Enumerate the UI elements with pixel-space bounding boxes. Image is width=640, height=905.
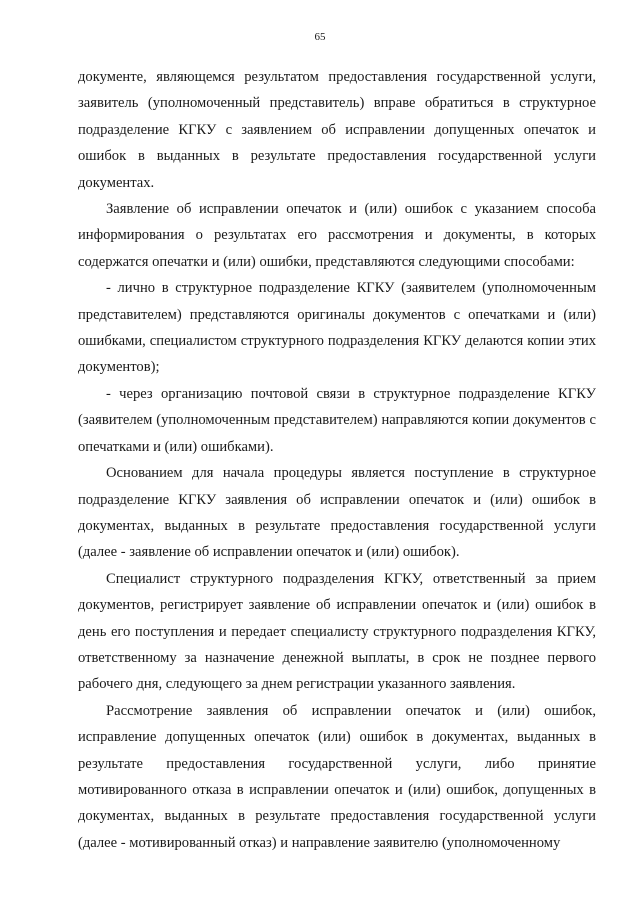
paragraph-grounds: Основанием для начала процедуры является поступление в структурное подразделение КГКУ заявления об исправлении опечаток и (или) ошибок в документах, выданных в результате предоставления государственной услуги (далее - заявление об исправлении опечаток и (или) ошибок). — [78, 465, 596, 561]
paragraph-application-methods: Заявление об исправлении опечаток и (или) ошибок с указанием способа информирования о результатах его рассмотрения и документы, в которых содержатся опечатки и (или) ошибки, представляются следующими способами: — [78, 201, 596, 270]
page-number: 65 — [314, 31, 326, 43]
list-item-in-person: - лично в структурное подразделение КГКУ (заявителем (уполномоченным представителем) представляются оригиналы документов с опечатками и (или) ошибками, специалистом структурного подразделения КГКУ делаются копии этих документов); — [78, 280, 596, 376]
paragraph-consideration: Рассмотрение заявления об исправлении опечаток и (или) ошибок, исправление допущенных опечаток (или) ошибок в документах, выданных в результате предоставления государственной услуги, либо принятие мотивированного отказа в исправлении опечаток и (или) ошибок, допущенных в документах, выданных в результате предоставления государственной услуги (далее - мотивированный отказ) и направление заявителю (уполномоченному — [78, 702, 596, 851]
paragraph-registration: Специалист структурного подразделения КГКУ, ответственный за прием документов, регистрирует заявление об исправлении опечаток и (или) ошибок в день его поступления и передает специалисту структурного подразделения КГКУ, ответственному за назначение денежной выплаты, в срок не позднее первого рабочего дня, следующего за днем регистрации указанного заявления. — [78, 570, 596, 693]
list-item-by-post: - через организацию почтовой связи в структурное подразделение КГКУ (заявителем (уполномоченным представителем) направляются копии документов с опечатками и (или) ошибками). — [78, 385, 596, 455]
document-body — [78, 64, 596, 856]
paragraph-continuation: документе, являющемся результатом предоставления государственной услуги, заявитель (уполномоченный представитель) вправе обратиться в структурное подразделение КГКУ с заявлением об исправлении допущенных опечаток и ошибок в выданных в результате предоставления государственной услуги документах. — [78, 69, 596, 191]
